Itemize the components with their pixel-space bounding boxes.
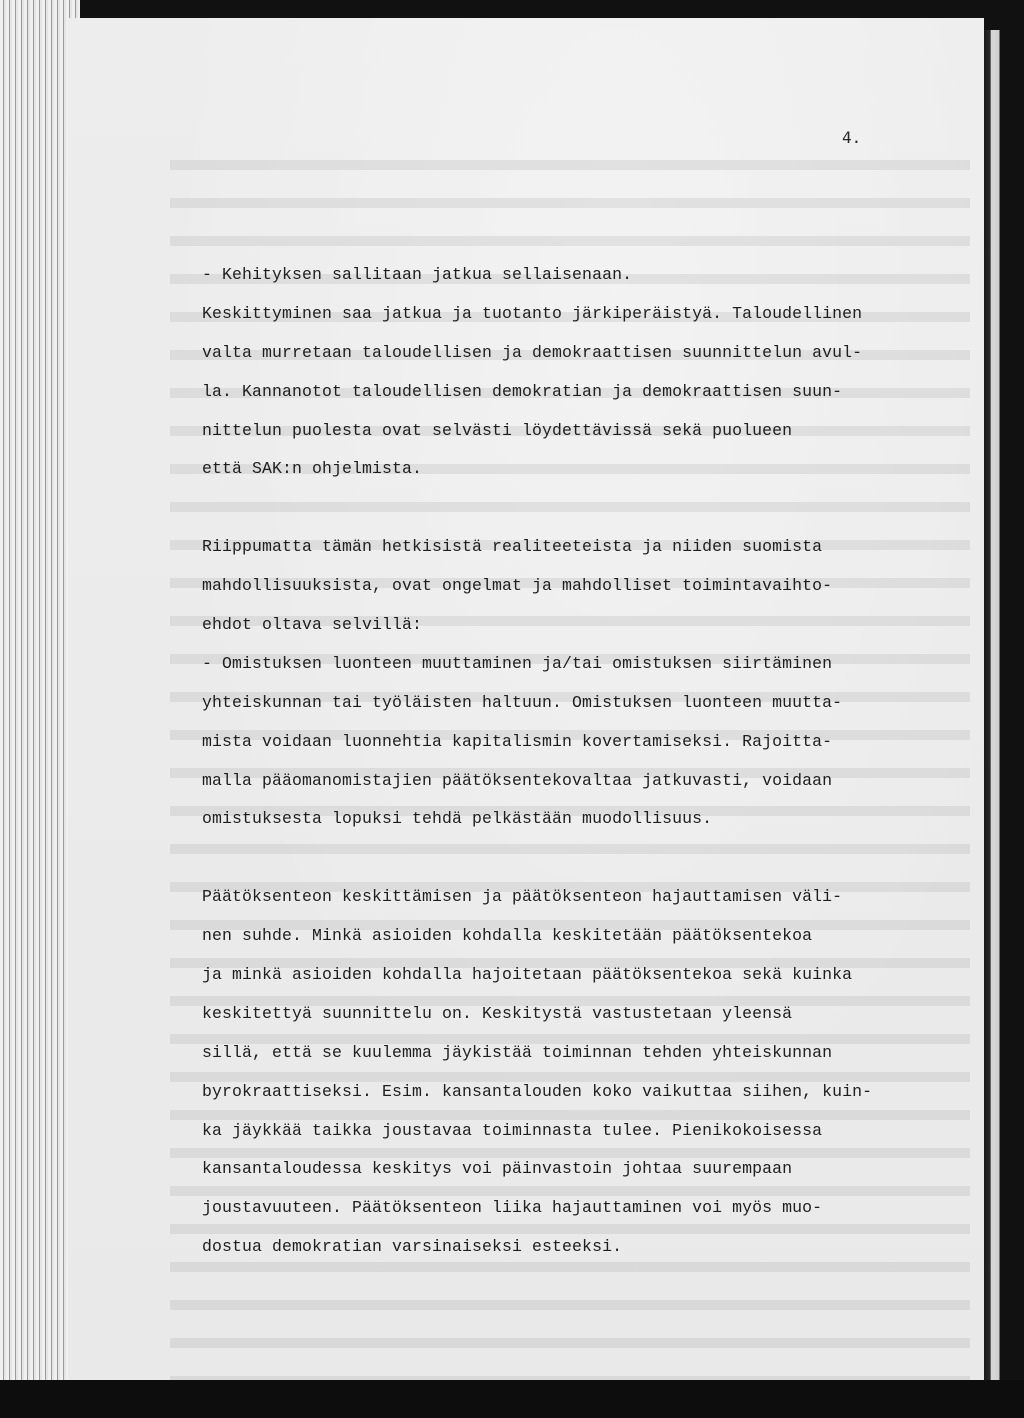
- text-line: mista voidaan luonnehtia kapitalismin kovertamiseksi. Rajoitta-: [202, 731, 833, 751]
- text-line: - Kehityksen sallitaan jatkua sellaisenaan.: [202, 265, 633, 284]
- text-line: sillä, että se kuulemma jäykistää toiminnan tehden yhteiskunnan: [202, 1042, 833, 1062]
- text-line: yhteiskunnan tai työläisten haltuun. Omistuksen luonteen muutta-: [202, 692, 843, 712]
- text-line: ehdot oltava selvillä:: [202, 615, 423, 635]
- text-line: ka jäykkää taikka joustavaa toiminnasta tulee. Pienikokoisessa: [202, 1120, 823, 1140]
- page-number: 4.: [842, 128, 862, 147]
- text-line: joustavuuteen. Päätöksenteon liika hajauttaminen voi myös muo-: [202, 1198, 823, 1218]
- text-line: malla pääomanomistajien päätöksentekovaltaa jatkuvasti, voidaan: [202, 770, 833, 790]
- text-line: - Omistuksen luonteen muuttaminen ja/tai omistuksen siirtäminen: [202, 653, 833, 673]
- text-line: kansantaloudessa keskitys voi päinvastoin johtaa suurempaan: [202, 1159, 793, 1179]
- paragraph-2: [202, 534, 962, 845]
- text-line: nen suhde. Minkä asioiden kohdalla keskitetään päätöksentekoa: [202, 926, 813, 946]
- scan-border: [0, 1380, 1024, 1418]
- text-line: la. Kannanotot taloudellisen demokratian ja demokraattisen suun-: [202, 381, 843, 401]
- text-line: byrokraattiseksi. Esim. kansantalouden koko vaikuttaa siihen, kuin-: [202, 1081, 873, 1101]
- paragraph-3: [202, 884, 962, 1273]
- paragraph-gap: [202, 495, 962, 534]
- text-line: nittelun puolesta ovat selvästi löydettävissä sekä puolueen: [202, 420, 793, 440]
- text-line: Riippumatta tämän hetkisistä realiteeteista ja niiden suomista: [202, 537, 823, 557]
- binding-edge: [984, 30, 1006, 1380]
- text-line: dostua demokratian varsinaiseksi esteeksi.: [202, 1237, 623, 1257]
- text-line: valta murretaan taloudellisen ja demokraattisen suunnittelun avul-: [202, 342, 863, 362]
- text-line: että SAK:n ohjelmista.: [202, 459, 423, 479]
- paragraph-gap: [202, 845, 962, 884]
- body-text: [202, 262, 962, 1273]
- text-line: Keskittyminen saa jatkua ja tuotanto järkiperäistyä. Taloudellinen: [202, 303, 863, 323]
- text-line: keskitettyä suunnittelu on. Keskitystä vastustetaan yleensä: [202, 1003, 793, 1023]
- paragraph-1: [202, 262, 962, 495]
- text-line: omistuksesta lopuksi tehdä pelkästään muodollisuus.: [202, 809, 713, 829]
- text-line: Päätöksenteon keskittämisen ja päätöksenteon hajauttamisen väli-: [202, 887, 843, 907]
- text-line: mahdollisuuksista, ovat ongelmat ja mahdolliset toimintavaihto-: [202, 576, 833, 596]
- text-line: ja minkä asioiden kohdalla hajoitetaan päätöksentekoa sekä kuinka: [202, 965, 853, 985]
